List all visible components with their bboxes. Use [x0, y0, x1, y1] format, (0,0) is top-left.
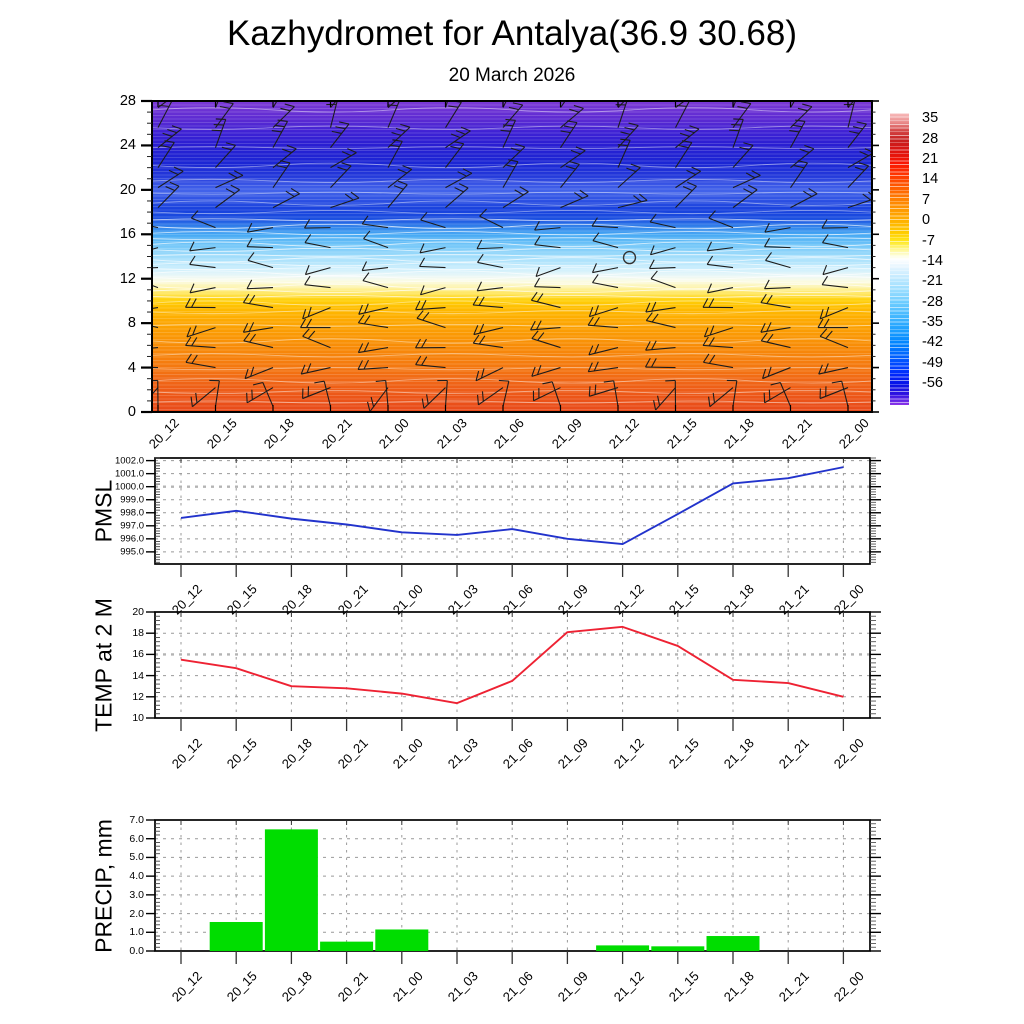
colorbar-tick-label: -49: [922, 354, 943, 371]
precip-bar: [320, 942, 373, 951]
wind-barb: [823, 268, 848, 275]
wind-barb: [531, 328, 561, 330]
wind-barb: [765, 388, 791, 403]
wind-barb: [216, 119, 226, 147]
cross-section-x-tick-label: 21_18: [720, 415, 757, 452]
pmsl-x-tick-label: 20_15: [223, 581, 261, 618]
wind-barb: [133, 222, 158, 228]
precip-y-tick-label: 1.0: [129, 926, 144, 939]
wind-barb: [650, 222, 675, 228]
cross-section-x-tick-label: 20_15: [203, 415, 240, 452]
pmsl-x-tick-label: 21_12: [610, 581, 647, 618]
wind-barb: [822, 243, 848, 248]
pmsl-x-tick-label: 21_03: [444, 581, 481, 618]
wind-barb: [589, 308, 618, 317]
wind-barb: [848, 166, 869, 188]
wind-barb: [305, 243, 331, 248]
cross-section-y-tick-label: 12: [119, 270, 136, 287]
wind-barb: [133, 248, 158, 255]
wind-barb: [247, 388, 273, 403]
wind-barb: [707, 264, 733, 267]
wind-barb: [820, 336, 848, 347]
wind-barb: [417, 318, 446, 327]
wind-barb: [305, 268, 330, 275]
temp_2m-y-tick-label: 20: [132, 605, 144, 618]
temp_2m-y-tick-label: 10: [132, 711, 144, 724]
wind-barb: [128, 308, 158, 312]
colorbar-tick-label: 21: [922, 150, 939, 167]
wind-barb: [138, 388, 158, 410]
wind-barb: [791, 107, 812, 128]
wind-barb: [187, 328, 216, 337]
wind-barb: [733, 119, 743, 147]
pmsl-y-tick-label: 997.0: [120, 520, 144, 532]
cross-section-x-tick-label: 20_18: [260, 415, 297, 452]
wind-barb: [421, 220, 446, 228]
wind-barb: [331, 198, 359, 208]
colorbar-tick-label: -28: [922, 293, 943, 310]
wind-barb: [190, 264, 216, 267]
temp_2m-x-tick-label: 21_12: [610, 735, 647, 772]
wind-barb: [420, 248, 445, 253]
cross-section-y-tick-label: 4: [127, 359, 136, 376]
pmsl-y-tick-label: 1001.0: [114, 467, 144, 479]
cross-section-x-tick-label: 21_03: [433, 415, 470, 452]
temp_2m-x-tick-label: 21_21: [775, 735, 813, 772]
wind-barb: [216, 190, 240, 208]
colorbar-tick-label: 14: [922, 171, 939, 188]
pmsl-x-tick-label: 21_00: [389, 581, 426, 618]
wind-barb: [561, 83, 578, 108]
precip-x-tick-label: 21_03: [444, 968, 481, 1005]
wind-barb: [703, 362, 733, 367]
temp_2m-x-tick-label: 21_06: [499, 735, 537, 772]
wind-barb: [190, 248, 216, 251]
wind-barb: [216, 175, 243, 187]
wind-barb: [446, 188, 469, 208]
temp_2m-x-tick-label: 21_15: [665, 735, 702, 772]
wind-barb: [216, 80, 227, 108]
wind-barb: [650, 268, 676, 269]
wind-barb: [191, 218, 215, 228]
wind-barb: [247, 228, 273, 233]
wind-barb: [704, 328, 733, 337]
cross-section-x-tick-label: 21_00: [375, 415, 412, 452]
temp_2m-x-tick-label: 22_00: [831, 735, 868, 772]
cross-section-y-tick-label: 16: [119, 226, 136, 243]
wind-barb: [733, 80, 744, 108]
precip-axis-title: PRECIP, mm: [90, 818, 117, 953]
wind-barb: [301, 368, 330, 374]
wind-barb: [592, 226, 618, 228]
cross-section-x-tick-label: 21_21: [778, 415, 815, 452]
wind-barb: [477, 248, 503, 249]
temp_2m-x-tick-label: 21_09: [555, 735, 592, 772]
wind-barb: [761, 341, 790, 348]
cross-section-y-tick-label: 8: [127, 314, 136, 331]
temp_2m-x-tick-label: 20_21: [334, 735, 371, 772]
pmsl-y-tick-label: 995.0: [120, 546, 144, 558]
precip-y-tick-label: 0.0: [129, 944, 144, 957]
wind-barb: [765, 247, 791, 248]
precip-x-tick-label: 21_00: [389, 968, 426, 1005]
colorbar-tick-label: 35: [922, 110, 939, 127]
precip-y-tick-label: 2.0: [129, 907, 144, 920]
precip-x-tick-label: 21_12: [610, 968, 647, 1005]
wind-barb: [646, 308, 676, 312]
wind-barb: [243, 303, 273, 308]
precip-x-tick-label: 20_12: [168, 968, 205, 1005]
precip-bar: [265, 829, 318, 951]
wind-barb: [420, 266, 446, 267]
wind-barb: [765, 228, 791, 233]
temp_2m-x-tick-label: 20_15: [223, 735, 261, 772]
temp_2m-x-tick-label: 21_18: [720, 735, 757, 772]
precip-x-tick-label: 22_00: [831, 968, 868, 1005]
wind-barb: [478, 388, 503, 405]
wind-barb: [819, 368, 848, 374]
wind-barb: [473, 305, 503, 308]
wind-barb: [364, 239, 388, 248]
precip-bar: [210, 922, 263, 951]
cross-section-x-tick-label: 21_12: [605, 415, 642, 452]
pmsl-line: [181, 467, 843, 544]
pmsl-y-tick-label: 996.0: [120, 533, 144, 545]
temp_2m-x-tick-label: 20_12: [168, 735, 205, 772]
pmsl-axis-title: PMSL: [90, 479, 117, 543]
calm-wind-marker: [624, 252, 636, 264]
precip-x-tick-label: 20_18: [279, 968, 316, 1005]
wind-barb: [480, 216, 503, 227]
colorbar-tick-label: -35: [922, 313, 943, 330]
wind-barb: [561, 108, 584, 127]
precip-x-tick-label: 21_06: [499, 968, 537, 1005]
precip-x-tick-label: 21_21: [775, 968, 813, 1005]
precip-y-tick-label: 7.0: [129, 813, 144, 826]
cross-section-x-tick-label: 20_12: [145, 415, 182, 452]
temp_2m-y-tick-label: 12: [132, 690, 144, 703]
wind-barb: [388, 185, 407, 208]
wind-barb: [263, 383, 273, 407]
wind-barb: [589, 348, 618, 355]
colorbar-tick-label: 7: [922, 191, 931, 208]
wind-barb: [303, 308, 331, 319]
wind-barb: [446, 173, 472, 187]
wind-barb: [646, 348, 676, 351]
precip-y-tick-label: 4.0: [129, 869, 144, 882]
cross-section-y-tick-label: 0: [127, 403, 136, 420]
wind-barb: [247, 247, 273, 248]
precip-x-tick-label: 21_09: [555, 968, 592, 1005]
wind-barb: [503, 120, 515, 147]
wind-barb: [446, 102, 462, 127]
cross-section-x-tick-label: 22_00: [835, 415, 872, 452]
wind-barb: [733, 381, 737, 407]
wind-barb: [416, 365, 446, 368]
temp_2m-x-tick-label: 20_18: [279, 735, 316, 772]
wind-barb: [363, 281, 388, 288]
pmsl-y-tick-label: 1002.0: [114, 454, 144, 466]
pmsl-x-tick-label: 22_00: [831, 581, 868, 618]
cross-section-x-tick-label: 21_06: [490, 415, 527, 452]
wind-barb: [532, 339, 561, 348]
colorbar-tick-label: -14: [922, 252, 943, 269]
wind-barb: [676, 186, 697, 207]
pmsl-x-tick-label: 21_15: [665, 581, 702, 618]
wind-barb: [791, 82, 806, 108]
temp_2m-x-tick-label: 21_00: [389, 735, 426, 772]
cross-section-x-tick-label: 21_15: [663, 415, 700, 452]
precip-y-tick-label: 3.0: [129, 888, 144, 901]
wind-barb: [446, 131, 471, 148]
cross-section-graphics: [128, 79, 876, 412]
colorbar-tick-label: -21: [922, 273, 943, 290]
precip-bar: [651, 946, 704, 951]
wind-barb: [589, 388, 618, 397]
chart-subtitle: 20 March 2026: [448, 65, 576, 86]
wind-barb: [303, 336, 331, 347]
wind-barb: [134, 279, 158, 288]
wind-barb: [651, 279, 675, 288]
temp_2m-y-tick-label: 14: [132, 669, 144, 682]
chart-title: Kazhydromet for Antalya(36.9 30.68): [226, 14, 798, 53]
wind-barb: [820, 308, 848, 319]
precip-x-tick-label: 20_21: [334, 968, 371, 1005]
cross-section-y-tick-label: 24: [119, 137, 136, 154]
wind-barb: [761, 328, 791, 333]
wind-barb: [535, 287, 561, 288]
wind-barb: [158, 129, 181, 148]
wind-barb: [531, 300, 560, 307]
precip-bar: [596, 945, 649, 951]
cross-section-x-tick-label: 20_21: [318, 415, 355, 452]
pmsl-y-tick-label: 1000.0: [114, 480, 144, 492]
temp_2m-y-tick-label: 16: [132, 648, 144, 661]
wind-barb: [128, 348, 158, 351]
wind-barb: [703, 345, 733, 347]
colorbar-tick-label: 0: [922, 211, 931, 228]
precip-y-tick-label: 5.0: [129, 851, 144, 864]
wind-barb: [707, 248, 733, 251]
cross-section-y-tick-label: 28: [119, 92, 136, 109]
temp_2m-x-tick-label: 21_03: [444, 735, 481, 772]
colorbar-tick-label: 28: [922, 130, 939, 147]
cross-section-x-tick-label: 21_09: [548, 415, 585, 452]
temp-axis-title: TEMP at 2 M: [90, 598, 117, 732]
precip-x-tick-label: 21_18: [720, 968, 757, 1005]
wind-barb: [593, 241, 618, 248]
pmsl-x-tick-label: 20_18: [279, 581, 316, 618]
pmsl-x-tick-label: 20_12: [168, 581, 205, 618]
wind-barb: [791, 149, 814, 168]
wind-barb: [532, 368, 561, 377]
wind-barb: [473, 343, 503, 347]
wind-barb: [186, 345, 216, 347]
colorbar-tick-label: -42: [922, 334, 943, 351]
wind-barb: [331, 153, 357, 168]
pmsl-y-tick-label: 998.0: [120, 507, 144, 518]
precip-bar: [375, 929, 428, 951]
wind-barb: [503, 192, 528, 208]
wind-barb: [388, 127, 410, 147]
wind-barb: [561, 151, 586, 168]
wind-barb: [535, 228, 561, 230]
wind-barb: [388, 100, 400, 128]
wind-barb: [561, 196, 589, 208]
wind-barb: [676, 129, 699, 148]
pmsl-y-tick-label: 999.0: [120, 493, 144, 505]
wind-barb: [646, 367, 676, 368]
precip-bar: [707, 936, 760, 951]
wind-barb: [273, 194, 300, 208]
colorbar-tick-label: -7: [922, 232, 935, 249]
wind-barb: [186, 362, 216, 367]
wind-barb: [766, 260, 791, 267]
wind-barb: [243, 328, 273, 333]
precip-x-tick-label: 21_15: [665, 968, 702, 1005]
wind-barb: [446, 79, 455, 108]
wind-barb: [331, 166, 352, 188]
colorbar-tick-label: -56: [922, 374, 943, 391]
wind-barb: [388, 169, 412, 187]
wind-barb: [305, 285, 331, 288]
wind-barb: [763, 368, 791, 379]
wind-barb: [416, 308, 446, 310]
wind-barb: [618, 168, 640, 188]
pmsl-x-tick-label: 21_06: [499, 581, 537, 618]
pmsl-x-tick-label: 21_21: [775, 581, 813, 618]
pmsl-x-tick-label: 20_21: [334, 581, 371, 618]
precip-x-tick-label: 20_15: [223, 968, 261, 1005]
wind-barb: [733, 190, 757, 208]
wind-barb: [765, 288, 791, 289]
wind-barb: [358, 348, 388, 353]
precip-y-tick-label: 6.0: [129, 832, 144, 845]
wind-barb: [273, 82, 288, 108]
pmsl-x-tick-label: 21_18: [720, 581, 757, 618]
wind-barb: [158, 186, 179, 207]
cross-section-y-tick-label: 20: [119, 181, 136, 198]
wind-barb: [503, 381, 509, 406]
temp_2m-y-tick-label: 18: [132, 626, 144, 639]
pmsl-x-tick-label: 21_09: [555, 581, 592, 618]
wind-barb: [474, 328, 503, 335]
